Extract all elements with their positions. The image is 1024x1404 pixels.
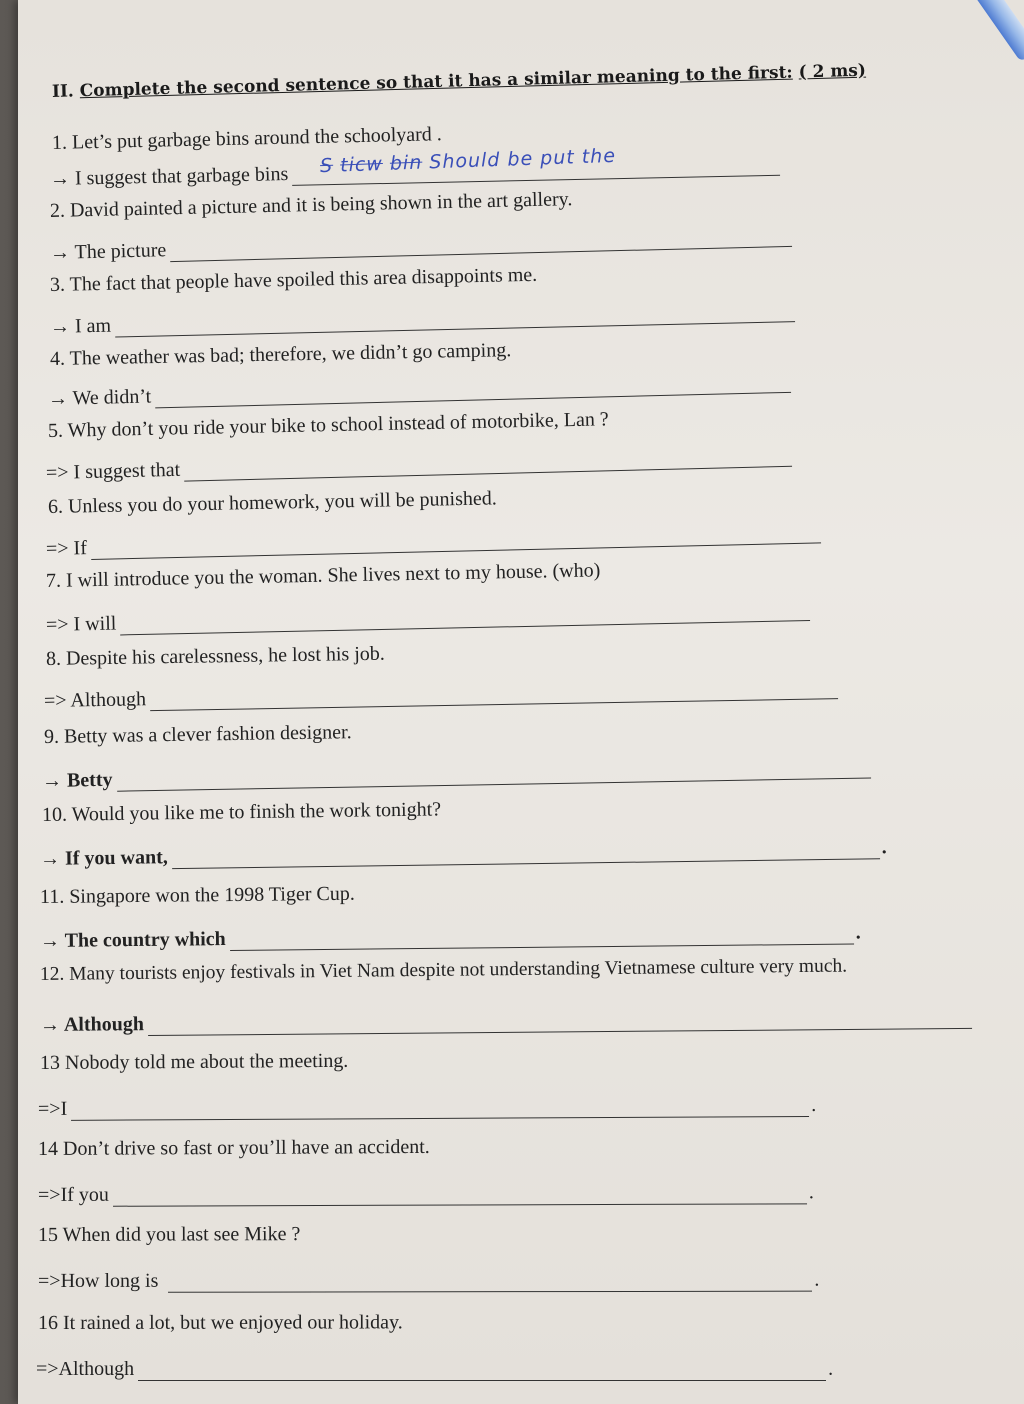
answer-14-prompt: =>If you	[37, 1183, 109, 1206]
answer-16-period: .	[828, 1358, 834, 1380]
question-3: 3. The fact that people have spoiled this area disappoints me.	[49, 263, 538, 296]
question-12: 12. Many tourists enjoy festivals in Viet Nam despite not understanding Vietnamese culture very much.	[39, 955, 848, 985]
answer-13-blank[interactable]	[71, 1100, 809, 1121]
answer-9-prompt: → Betty	[41, 768, 113, 792]
question-4: 4. The weather was bad; therefore, we didn’t go camping.	[49, 339, 512, 370]
answer-9	[42, 756, 871, 793]
section-instruction: Complete the second sentence so that it has a similar meaning to the first:	[79, 62, 793, 102]
section-heading	[52, 61, 866, 102]
answer-4-prompt: → We didn’t	[47, 385, 152, 410]
answer-10	[40, 836, 887, 871]
answer-9-blank[interactable]	[116, 762, 870, 792]
answer-7	[46, 598, 811, 637]
question-10: 10. Would you like me to finish the work tonight?	[41, 798, 442, 826]
question-8: 8. Despite his carelessness, he lost his job.	[45, 642, 385, 670]
answer-13-prompt: =>I	[37, 1097, 68, 1120]
answer-12-prompt: → Although	[39, 1013, 145, 1036]
answer-3	[50, 299, 795, 339]
answer-5	[46, 444, 793, 485]
answer-3-prompt: → I am	[49, 314, 112, 338]
answer-15-blank[interactable]	[168, 1275, 812, 1293]
section-number: II.	[51, 81, 75, 102]
answer-10-blank[interactable]	[172, 842, 880, 869]
answer-14-period: .	[808, 1181, 814, 1204]
question-15: 15 When did you last see Mike ?	[37, 1223, 301, 1246]
answer-13	[38, 1094, 816, 1121]
question-2: 2. David painted a picture and it is being shown in the art gallery.	[49, 188, 573, 222]
answer-14	[38, 1181, 814, 1207]
question-1: 1. Let’s put garbage bins around the schoolyard .	[51, 123, 443, 154]
question-13: 13 Nobody told me about the meeting.	[39, 1049, 349, 1074]
answer-16	[36, 1358, 833, 1381]
question-11: 11. Singapore won the 1998 Tiger Cup.	[39, 882, 355, 908]
answer-6-blank[interactable]	[91, 526, 821, 560]
answer-2-prompt: → The picture	[49, 239, 167, 264]
answer-11-blank[interactable]	[230, 927, 854, 951]
answer-15	[38, 1269, 819, 1293]
answer-10-period: .	[881, 836, 887, 859]
answer-4-blank[interactable]	[155, 376, 791, 409]
section-marks: ( 2 ms)	[798, 60, 867, 83]
answer-2	[50, 224, 793, 265]
answer-7-blank[interactable]	[120, 604, 810, 635]
answer-12-blank[interactable]	[148, 1012, 972, 1036]
question-9: 9. Betty was a clever fashion designer.	[43, 721, 352, 748]
answer-11	[40, 921, 861, 953]
answer-7-prompt: => I will	[45, 612, 117, 636]
answer-6-prompt: => If	[45, 537, 88, 560]
question-14: 14 Don’t drive so fast or you’ll have an accident.	[37, 1135, 430, 1160]
question-16: 16 It rained a lot, but we enjoyed our holiday.	[37, 1311, 403, 1334]
question-6: 6. Unless you do your homework, you will be punished.	[47, 487, 497, 518]
answer-11-period: .	[855, 921, 861, 944]
answer-4	[48, 370, 792, 411]
answer-13-period: .	[811, 1093, 817, 1116]
question-5: 5. Why don’t you ride your bike to school instead of motorbike, Lan ?	[47, 408, 609, 442]
answer-16-blank[interactable]	[138, 1364, 826, 1381]
answer-2-blank[interactable]	[170, 230, 792, 262]
answer-8-blank[interactable]	[150, 682, 838, 711]
answer-8-prompt: => Although	[43, 688, 147, 712]
answer-15-period: .	[814, 1268, 820, 1291]
answer-8	[44, 676, 838, 713]
handwritten-answer: S ticw bin Should be put the	[319, 144, 617, 178]
answer-3-blank[interactable]	[115, 305, 795, 337]
answer-1-prompt: → I suggest that garbage bins	[49, 163, 289, 190]
answer-5-blank[interactable]	[184, 450, 792, 482]
answer-16-prompt: =>Although	[36, 1358, 135, 1380]
answer-5-prompt: => I suggest that	[45, 458, 181, 484]
answer-10-prompt: → If you want,	[39, 846, 168, 870]
question-7: 7. I will introduce you the woman. She lives next to my house. (who)	[45, 559, 601, 592]
answer-12	[40, 1006, 972, 1037]
answer-11-prompt: → The country which	[39, 928, 226, 952]
answer-15-prompt: =>How long is	[37, 1269, 159, 1292]
answer-14-blank[interactable]	[113, 1187, 807, 1206]
answer-6	[46, 520, 821, 561]
